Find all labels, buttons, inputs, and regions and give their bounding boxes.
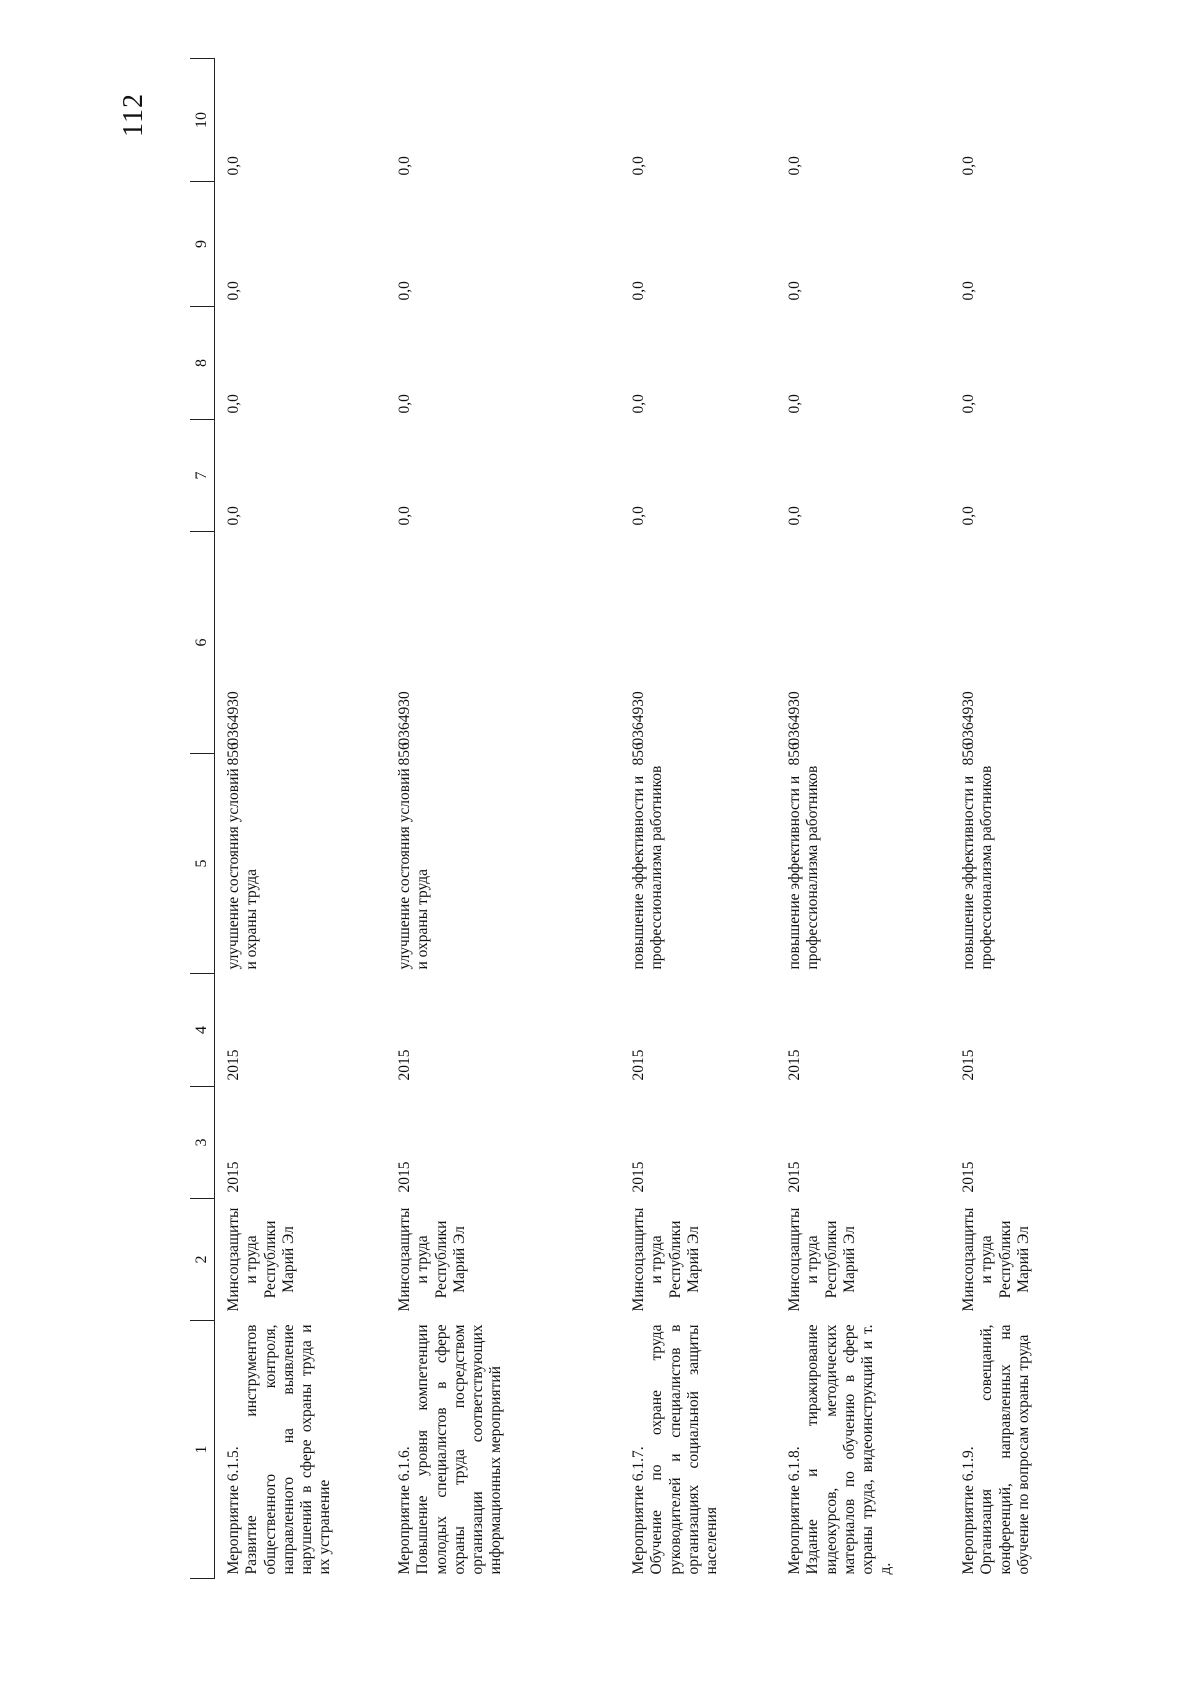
kbk-code: 0364930 xyxy=(960,691,977,746)
value-cell-8: 0,0 xyxy=(786,394,803,414)
kbk-code: 0364930 xyxy=(396,691,413,746)
grbs-code: 856 xyxy=(786,742,803,766)
kbk-code: 0364930 xyxy=(225,691,242,746)
value-cell-10: 0,0 xyxy=(630,156,647,176)
kbk-code: 0364930 xyxy=(786,691,803,746)
value-cell-8: 0,0 xyxy=(225,394,242,414)
column-header: 6 xyxy=(190,532,215,754)
value-cell-9: 0,0 xyxy=(225,281,242,301)
budget-code-cell xyxy=(215,532,387,766)
end-year-cell: 2015 xyxy=(786,1049,803,1081)
start-year-cell: 2015 xyxy=(786,1161,803,1193)
activity-cell xyxy=(950,1321,1076,1579)
executor-cell: Минсоцзащиты и труда Республики Марий Эл xyxy=(396,1207,468,1312)
kbk-code: 0364930 xyxy=(630,691,647,746)
value-cell-8: 0,0 xyxy=(960,394,977,414)
expected-result-cell: повышение эффективности и профессионализма работников xyxy=(960,765,996,970)
activity-description: Организация совещаний, конференций, направленных на обучение по вопросам охраны труда xyxy=(978,1324,1032,1575)
value-cell-9: 0,0 xyxy=(396,281,413,301)
value-cell-8: 0,0 xyxy=(396,394,413,414)
value-cell-9: 0,0 xyxy=(630,281,647,301)
table-row xyxy=(386,59,620,1579)
activity-title: Мероприятие 6.1.8. xyxy=(786,1446,803,1575)
value-cell-10: 0,0 xyxy=(960,156,977,176)
value-cell-7: 0,0 xyxy=(396,506,413,526)
value-cell-8: 0,0 xyxy=(630,394,647,414)
budget-code-cell xyxy=(776,532,950,766)
budget-code-cell xyxy=(386,532,620,766)
activity-cell xyxy=(215,1321,387,1579)
column-header: 1 xyxy=(190,1321,215,1579)
activity-title: Мероприятие 6.1.9. xyxy=(960,1446,977,1575)
grbs-code: 856 xyxy=(960,742,977,766)
column-header: 8 xyxy=(190,307,215,420)
expected-result-cell: повышение эффективности и профессионализма работников xyxy=(630,765,666,970)
budget-code-cell xyxy=(620,532,776,766)
start-year-cell: 2015 xyxy=(225,1161,242,1193)
value-cell-9: 0,0 xyxy=(786,281,803,301)
value-cell-7: 0,0 xyxy=(630,506,647,526)
activity-title: Мероприятие 6.1.7. xyxy=(630,1446,647,1575)
grbs-code: 856 xyxy=(630,742,647,766)
executor-cell: Минсоцзащиты и труда Республики Марий Эл xyxy=(786,1207,858,1312)
activity-title: Мероприятие 6.1.5. xyxy=(225,1446,242,1575)
table-row xyxy=(620,59,776,1579)
grbs-code: 856 xyxy=(225,742,242,766)
end-year-cell: 2015 xyxy=(225,1049,242,1081)
expected-result-cell: улучшение состояния условий и охраны труда xyxy=(225,768,261,970)
program-activities-table xyxy=(190,58,1076,1579)
value-cell-7: 0,0 xyxy=(225,506,242,526)
activity-description: Обучение по охране труда руководителей и специалистов в организациях социальной защиты населения xyxy=(648,1324,721,1575)
column-number-header-row xyxy=(190,59,215,1579)
column-header: 10 xyxy=(190,59,215,182)
start-year-cell: 2015 xyxy=(396,1161,413,1193)
column-header: 3 xyxy=(190,1087,215,1199)
activity-description: Повышение уровня компетенции молодых специалистов в сфере охраны труда посредством организации соответствующих информационных мероприятий xyxy=(414,1324,505,1575)
value-cell-10: 0,0 xyxy=(225,156,242,176)
page-number: 112 xyxy=(118,93,149,137)
activity-title: Мероприятие 6.1.6. xyxy=(396,1446,413,1575)
end-year-cell: 2015 xyxy=(630,1049,647,1081)
expected-result-cell: повышение эффективности и профессионализма работников xyxy=(786,765,822,970)
start-year-cell: 2015 xyxy=(630,1161,647,1193)
column-header: 7 xyxy=(190,420,215,532)
column-header: 2 xyxy=(190,1199,215,1321)
executor-cell: Минсоцзащиты и труда Республики Марий Эл xyxy=(630,1207,702,1312)
budget-code-cell xyxy=(950,532,1076,766)
value-cell-7: 0,0 xyxy=(786,506,803,526)
column-header: 9 xyxy=(190,182,215,307)
activity-cell xyxy=(776,1321,950,1579)
start-year-cell: 2015 xyxy=(960,1161,977,1193)
executor-cell: Минсоцзащиты и труда Республики Марий Эл xyxy=(225,1207,297,1312)
column-header: 4 xyxy=(190,974,215,1087)
table-row xyxy=(776,59,950,1579)
activity-cell xyxy=(386,1321,620,1579)
column-header: 5 xyxy=(190,754,215,974)
table-row xyxy=(215,59,387,1579)
value-cell-10: 0,0 xyxy=(396,156,413,176)
table-row xyxy=(950,59,1076,1579)
activity-cell xyxy=(620,1321,776,1579)
value-cell-9: 0,0 xyxy=(960,281,977,301)
value-cell-10: 0,0 xyxy=(786,156,803,176)
value-cell-7: 0,0 xyxy=(960,506,977,526)
end-year-cell: 2015 xyxy=(960,1049,977,1081)
expected-result-cell: улучшение состояния условий и охраны труда xyxy=(396,768,432,970)
grbs-code: 856 xyxy=(396,742,413,766)
activity-description: Развитие инструментов общественного контроля, направленного на выявление нарушений в сфере охраны труда и их устранение xyxy=(243,1324,334,1575)
executor-cell: Минсоцзащиты и труда Республики Марий Эл xyxy=(960,1207,1032,1312)
end-year-cell: 2015 xyxy=(396,1049,413,1081)
activity-description: Издание и тиражирование видеокурсов, методических материалов по обучению в сфере охраны труда, видеоинструкций и т. д. xyxy=(804,1324,895,1575)
